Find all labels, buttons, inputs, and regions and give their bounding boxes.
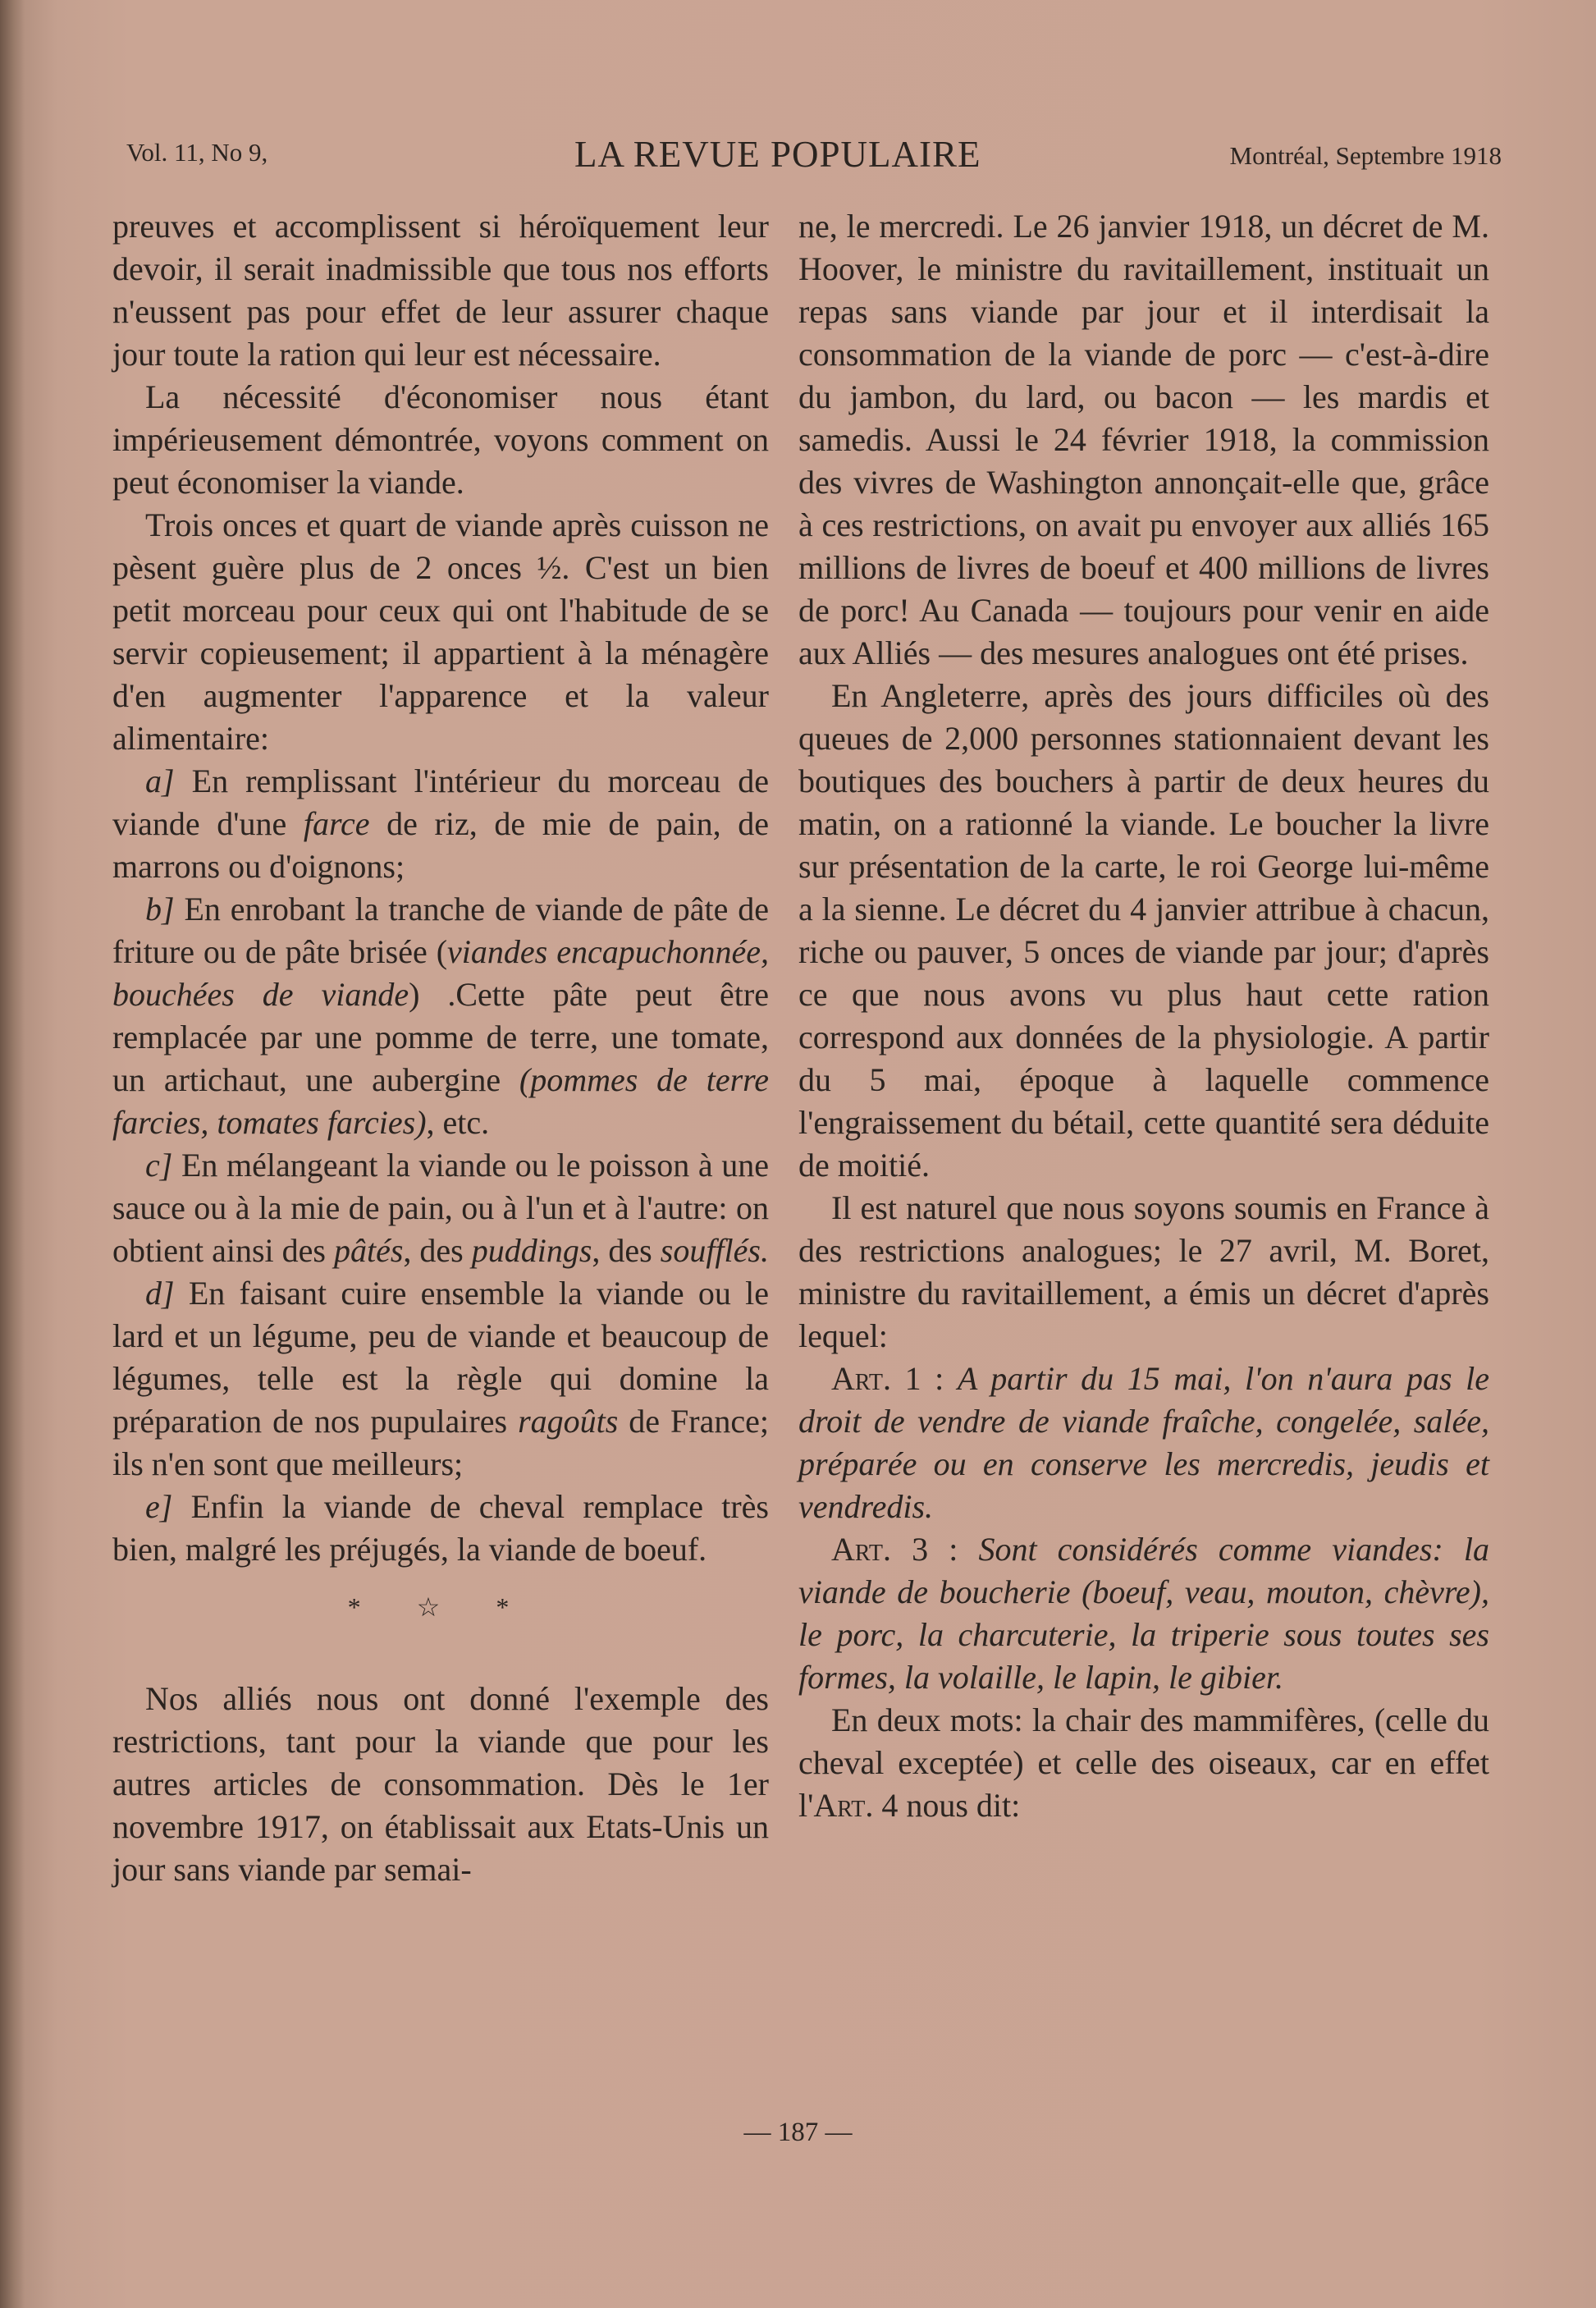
item-text: Enfin la viande de cheval remplace très bien, malgré les préjugés, la viande de boeuf. bbox=[112, 1488, 769, 1568]
paragraph: Trois onces et quart de viande après cuisson ne pèsent guère plus de 2 onces ½. C'est un bien petit morceau pour ceux qui ont l'habitude de se servir copieusement; il appartient à la ménagère d'en augmenter l'apparence et la valeur alimentaire: bbox=[112, 506, 769, 757]
header-title: LA REVUE POPULAIRE bbox=[574, 134, 981, 175]
article-3 bbox=[798, 1528, 1489, 1699]
paragraph: Il est naturel que nous soyons soumis en France à des restrictions analogues; le 27 avril, M. Boret, ministre du ravitaillement, a émis un décret d'après lequel: bbox=[798, 1189, 1489, 1354]
article-ref: Art. bbox=[813, 1787, 874, 1824]
item-text: ) .Cette pâte peut être remplacée par une pomme de terre, une tomate, un artichaut, une aubergine bbox=[112, 976, 769, 1098]
item-emphasis: pâtés bbox=[333, 1232, 404, 1269]
item-emphasis: (pommes de terre farcies, tomates farcies) bbox=[112, 1061, 769, 1141]
page-number: — 187 — bbox=[743, 2118, 853, 2147]
header-date: Montréal, Septembre 1918 bbox=[1229, 141, 1502, 170]
running-header bbox=[123, 133, 1502, 182]
paragraph: En Angleterre, après des jours difficiles où des queues de 2,000 personnes stationnaient devant les boutiques des bouchers à partir de deux heures du matin, on a rationné la viande. Le boucher la livre sur présentation de la carte, le roi George lui-même a la sienne. Le décret du 4 janvier attribue à chacun, riche ou pauver, 5 onces de viande par jour; d'après ce que nous avons vu plus haut cette ration correspond aux données de la physiologie. A partir du 5 mai, époque à laquelle commence l'engraissement du bétail, cette quantité sera déduite de moitié. bbox=[798, 677, 1489, 1184]
article-label: Art. 1 : bbox=[831, 1360, 944, 1397]
paragraph bbox=[798, 1699, 1489, 1827]
article-text: Sont considérés comme viandes: la viande de boucherie (boeuf, veau, mouton, chèvre), le porc, la charcuterie, la triperie sous toutes ses formes, la volaille, le lapin, le gibier. bbox=[798, 1531, 1489, 1696]
item-text: , etc. bbox=[426, 1104, 490, 1141]
item-text: En enrobant la tranche de viande de pâte de friture ou de pâte brisée ( bbox=[112, 891, 769, 970]
item-emphasis: soufflés. bbox=[660, 1232, 769, 1269]
article-1 bbox=[798, 1358, 1489, 1528]
left-column bbox=[112, 205, 769, 1891]
paragraph: preuves et accomplissent si héroïquement leur devoir, il serait inadmissible que tous nos efforts n'eussent pas pour effet de leur assurer chaque jour toute la ration qui leur est nécessaire. bbox=[112, 208, 769, 373]
paragraph: Nos alliés nous ont donné l'exemple des restrictions, tant pour la viande que pour les autres articles de consommation. Dès le 1er novembre 1917, on établissait aux Etats-Unis un jour sans viande par semai- bbox=[112, 1680, 769, 1888]
item-emphasis: ragoûts bbox=[518, 1403, 619, 1440]
item-emphasis: farce bbox=[303, 805, 370, 842]
paragraph-text: En deux mots: la chair des mammifères, (celle du cheval exceptée) et celle des oiseaux, car en effet l' bbox=[798, 1701, 1489, 1824]
article-text: A partir du 15 mai, l'on n'aura pas le droit de vendre de viande fraîche, congelée, salée, préparée ou en conserve les mercredis, jeudis et vendredis. bbox=[798, 1360, 1489, 1525]
page-edge-shadow bbox=[0, 0, 25, 2308]
item-emphasis: viandes encapuchonnée, bouchées de viande bbox=[112, 933, 769, 1013]
section-separator: * ☆ * bbox=[347, 1592, 534, 1622]
list-item-c bbox=[112, 1144, 769, 1272]
item-text: , des bbox=[592, 1232, 661, 1269]
item-text: de riz, de mie de pain, de marrons ou d'oignons; bbox=[112, 805, 769, 885]
item-label: e] bbox=[145, 1488, 173, 1525]
item-label: d] bbox=[145, 1275, 175, 1312]
item-emphasis: puddings bbox=[471, 1232, 592, 1269]
list-item-d bbox=[112, 1272, 769, 1486]
item-label: b] bbox=[145, 891, 175, 927]
item-text: En mélangeant la viande ou le poisson à une sauce ou à la mie de pain, ou à l'un et à l'autre: on obtient ainsi des bbox=[112, 1147, 769, 1269]
item-text: En remplissant l'intérieur du morceau de viande d'une bbox=[112, 762, 769, 842]
item-text: , des bbox=[403, 1232, 472, 1269]
paragraph-text: 4 nous dit: bbox=[873, 1787, 1021, 1824]
item-label: c] bbox=[145, 1147, 173, 1184]
article-label: Art. 3 : bbox=[831, 1531, 958, 1568]
item-label: a] bbox=[145, 762, 175, 799]
list-item-a bbox=[112, 760, 769, 888]
paragraph: La nécessité d'économiser nous étant impérieusement démontrée, voyons comment on peut économiser la viande. bbox=[112, 378, 769, 501]
item-text: En faisant cuire ensemble la viande ou le lard et un légume, peu de viande et beaucoup de légumes, telle est la règle qui domine la préparation de nos pupulaires bbox=[112, 1275, 769, 1440]
list-item-b bbox=[112, 888, 769, 1144]
paragraph: ne, le mercredi. Le 26 janvier 1918, un décret de M. Hoover, le ministre du ravitaillement, instituait un repas sans viande par jour et il interdisait la consommation de la viande de porc — c'est-à-dire du jambon, du lard, ou bacon — les mardis et samedis. Aussi le 24 février 1918, la commission des vivres de Washington annonçait-elle que, grâce à ces restrictions, on avait pu envoyer aux alliés 165 millions de livres de boeuf et 400 millions de livres de porc! Au Canada — toujours pour venir en aide aux Alliés — des mesures analogues ont été prises. bbox=[798, 208, 1489, 671]
header-volume: Vol. 11, No 9, bbox=[126, 138, 268, 167]
right-column bbox=[798, 205, 1489, 1827]
item-text: de France; ils n'en sont que meilleurs; bbox=[112, 1403, 769, 1482]
list-item-e bbox=[112, 1486, 769, 1571]
